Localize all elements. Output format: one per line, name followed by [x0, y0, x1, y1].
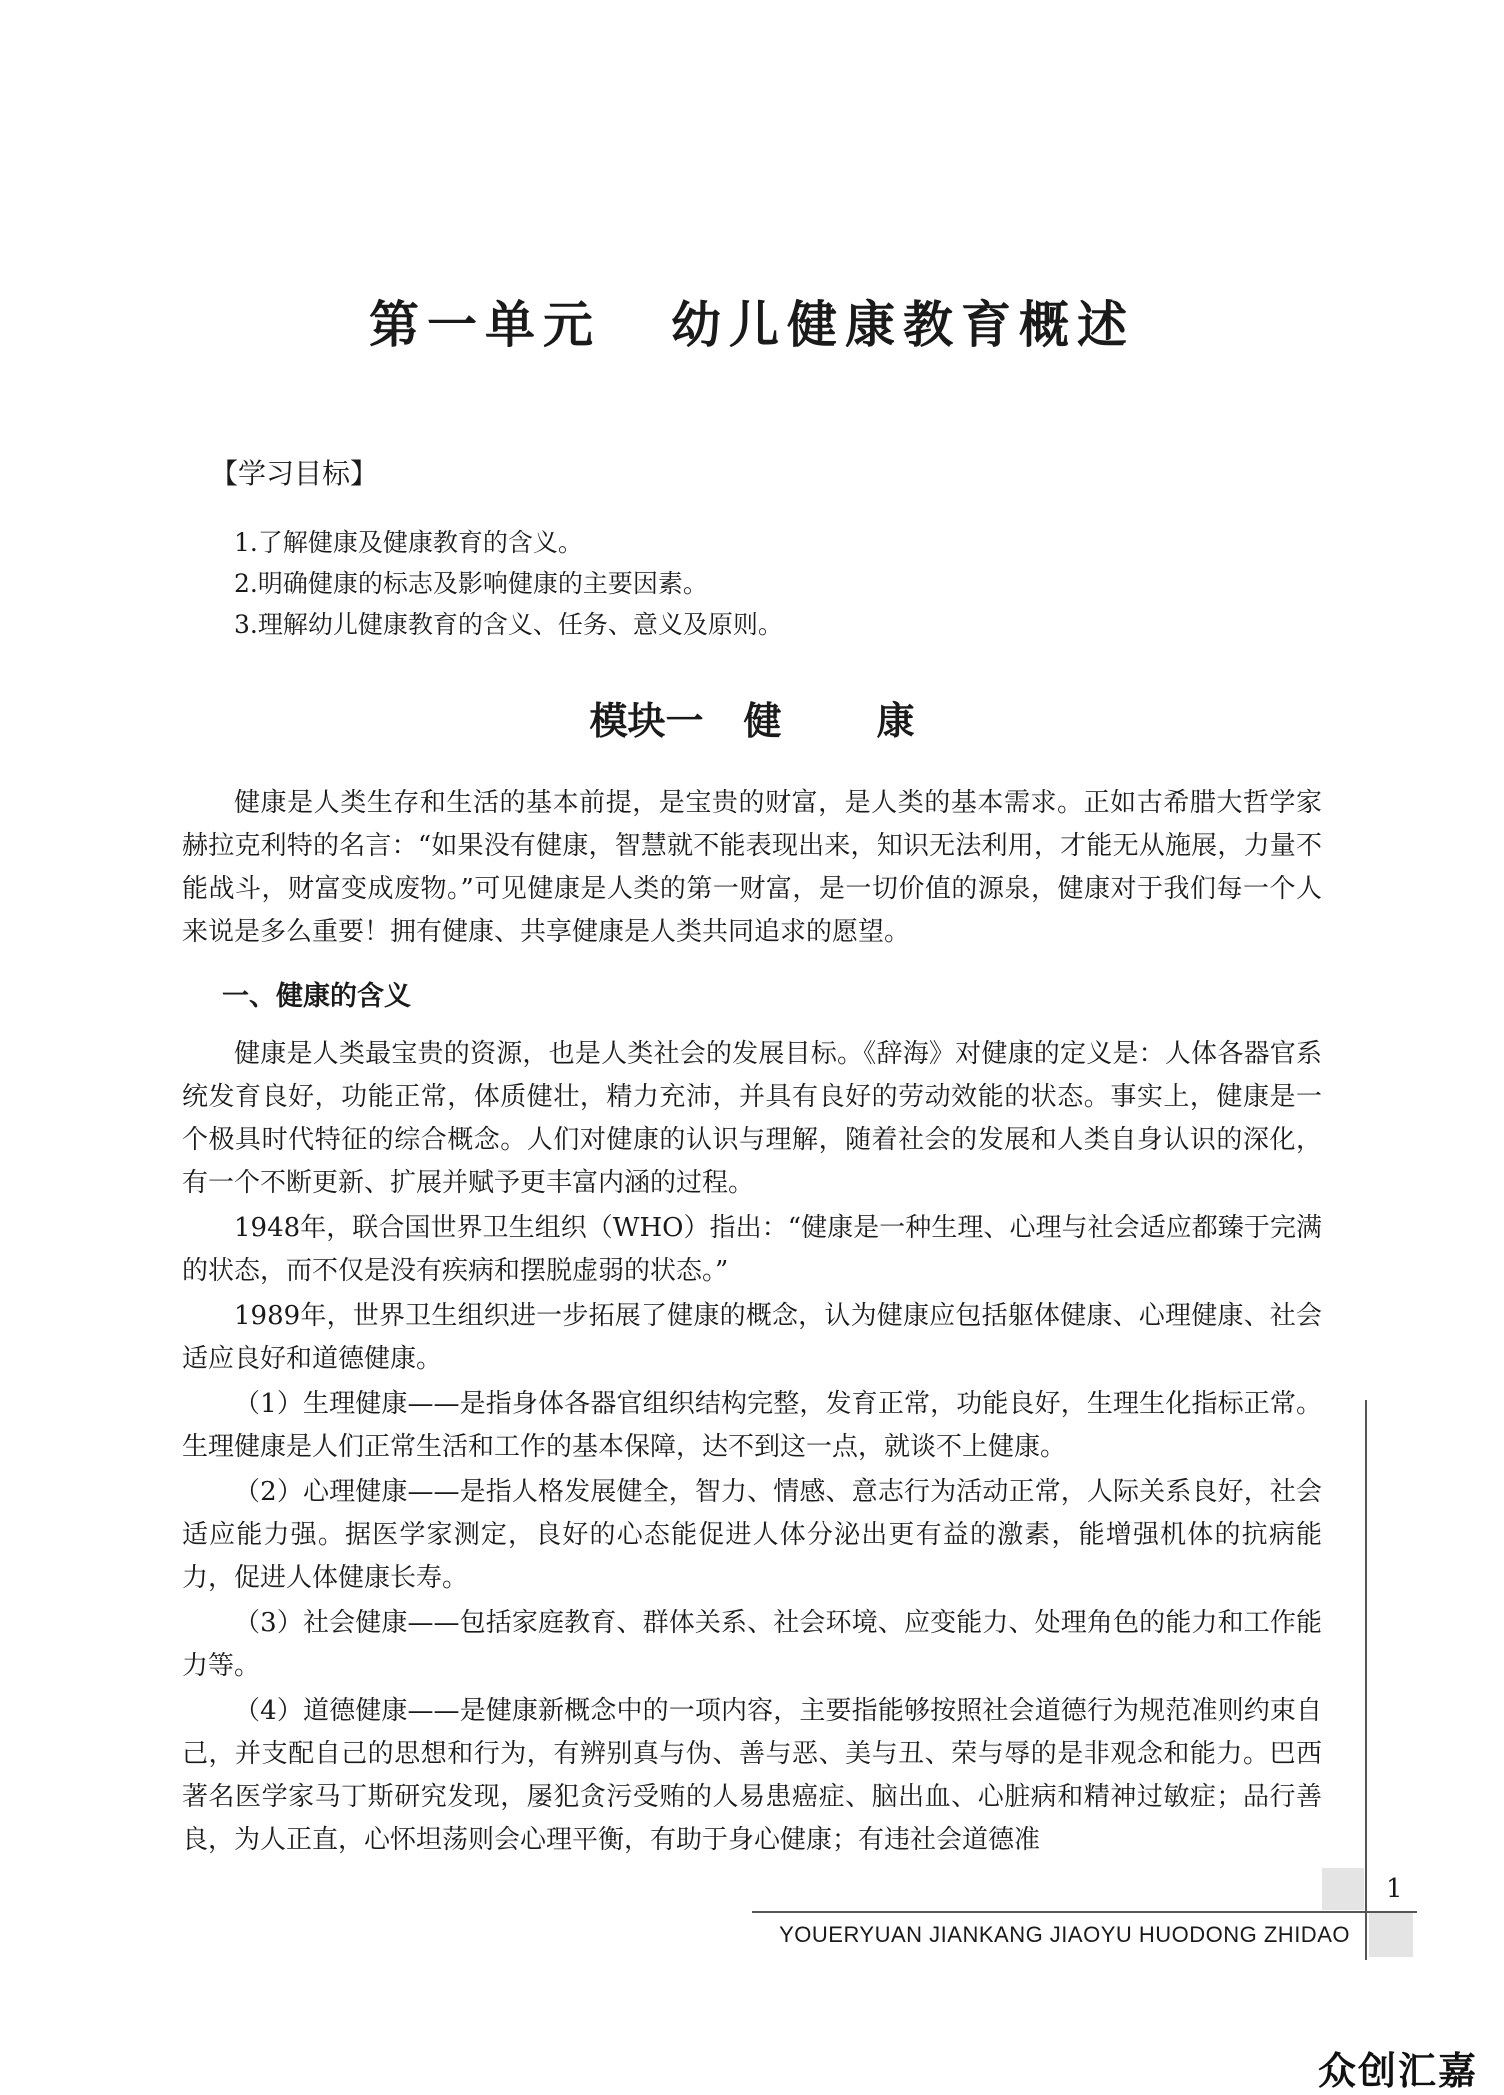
objective-item: 2.明确健康的标志及影响健康的主要因素。 — [234, 569, 708, 598]
paragraph: 1948年，联合国世界卫生组织（WHO）指出：“健康是一种生理、心理与社会适应都臻于完满的状态，而不仅是没有疾病和摆脱虚弱的状态。” — [182, 1213, 1322, 1286]
paragraph: （1）生理健康——是指身体各器官组织结构完整，发育正常，功能良好，生理生化指标正常。生理健康是人们正常生活和工作的基本保障，达不到这一点，就谈不上健康。 — [182, 1389, 1322, 1462]
objective-item: 3.理解幼儿健康教育的含义、任务、意义及原则。 — [234, 610, 783, 639]
module-number: 模块一 — [589, 698, 704, 743]
paragraph: （2）心理健康——是指人格发展健全，智力、情感、意志行为活动正常，人际关系良好，社会适应能力强。据医学家测定，良好的心态能促进人体分泌出更有益的激素，能增强机体的抗病能力，促进人体健康长寿。 — [182, 1477, 1322, 1593]
decorative-square — [1369, 1913, 1413, 1957]
unit-name: 幼儿健康教育概述 — [671, 296, 1135, 354]
module-char-2: 康 — [876, 698, 915, 743]
intro-paragraph: 健康是人类生存和生活的基本前提，是宝贵的财富，是人类的基本需求。正如古希腊大哲学家赫拉克利特的名言：“如果没有健康，智慧就不能表现出来，知识无法利用，才能无从施展，力量不能战斗，财富变成废物。”可见健康是人类的第一财富，是一切价值的源泉，健康对于我们每一个人来说是多么重要！拥有健康、共享健康是人类共同追求的愿望。 — [182, 788, 1322, 947]
unit-number: 第一单元 — [369, 296, 601, 354]
objectives-heading: 【学习目标】 — [210, 457, 379, 490]
margin-vertical-rule — [1365, 1400, 1367, 1960]
footer-rule — [752, 1911, 1417, 1913]
unit-title — [0, 285, 1504, 357]
paragraph: （4）道德健康——是健康新概念中的一项内容，主要指能够按照社会道德行为规范准则约束自己，并支配自己的思想和行为，有辨别真与伪、善与恶、美与丑、荣与辱的是非观念和能力。巴西著名医学家马丁斯研究发现，屡犯贪污受贿的人易患癌症、脑出血、心脏病和精神过敏症；品行善良，为人正直，心怀坦荡则会心理平衡，有助于身心健康；有违社会道德准 — [182, 1696, 1322, 1855]
module-char-1: 健 — [743, 698, 782, 743]
decorative-square — [1322, 1868, 1364, 1910]
body-text — [182, 782, 1322, 1864]
running-title: YOUERYUAN JIANKANG JIAOYU HUODONG ZHIDAO — [779, 1922, 1350, 1947]
paragraph: 健康是人类最宝贵的资源，也是人类社会的发展目标。《辞海》对健康的定义是：人体各器官系统发育良好，功能正常，体质健壮，精力充沛，并具有良好的劳动效能的状态。事实上，健康是一个极具时代特征的综合概念。人们对健康的认识与理解，随着社会的发展和人类自身认识的深化，有一个不断更新、扩展并赋予更丰富内涵的过程。 — [182, 1039, 1322, 1198]
objective-item: 1.了解健康及健康教育的含义。 — [234, 528, 583, 557]
paragraph: 1989年，世界卫生组织进一步拓展了健康的概念，认为健康应包括躯体健康、心理健康、社会适应良好和道德健康。 — [182, 1301, 1322, 1374]
section-heading: 一、健康的含义 — [222, 981, 411, 1012]
page-number: 1 — [1386, 1874, 1403, 1904]
watermark-logo: 众创汇嘉 — [1318, 2049, 1479, 2093]
learning-objectives — [210, 452, 1330, 645]
module-title — [0, 690, 1504, 745]
paragraph: （3）社会健康——包括家庭教育、群体关系、社会环境、应变能力、处理角色的能力和工作能力等。 — [182, 1608, 1322, 1681]
